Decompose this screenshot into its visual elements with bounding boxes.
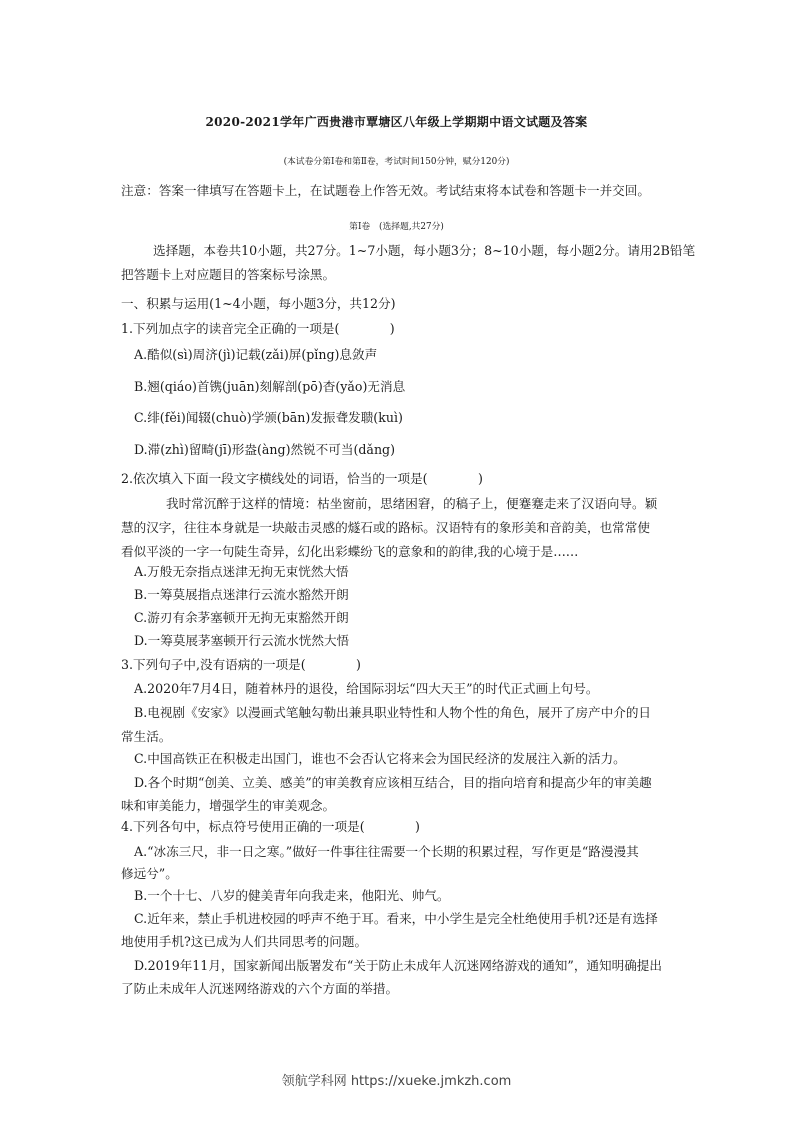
notice: 注意：答案一律填写在答题卡上，在试题卷上作答无效。考试结束将本试卷和答题卡一并交回。 <box>121 183 650 198</box>
q4-option-a-cont: 修远兮”。 <box>121 866 178 881</box>
q1-stem: 1.下列加点字的读音完全正确的一项是( ) <box>121 321 395 336</box>
q1-option-c: C.绯(fěi)闻辍(chuò)学颁(bān)发振聋发聩(kuì) <box>134 410 403 425</box>
q3-option-d: D.各个时期“创美、立美、感美”的审美教育应该相互结合，目的指向培育和提高少年的审美趣 <box>134 775 652 790</box>
q4-option-b: B.一个十七、八岁的健美青年向我走来，他阳光、帅气。 <box>134 888 450 903</box>
part1-heading: 第Ⅰ卷 (选择题,共27分) <box>349 222 444 232</box>
section1-heading: 一、积累与运用(1~4小题，每小题3分，共12分) <box>121 296 396 311</box>
q3-option-a: A.2020年7月4日，随着林丹的退役，给国际羽坛“四大天王”的时代正式画上句号。 <box>134 681 599 696</box>
q3-option-d-cont: 味和审美能力，增强学生的审美观念。 <box>121 798 336 813</box>
page-title: 2020-2021学年广西贵港市覃塘区八年级上学期期中语文试题及答案 <box>205 115 588 129</box>
q4-stem: 4.下列各句中，标点符号使用正确的一项是( ) <box>121 819 420 834</box>
q2-option-a: A.万般无奈指点迷津无拘无束恍然大悟 <box>134 564 349 579</box>
q2-option-b: B.一筹莫展指点迷津行云流水豁然开朗 <box>134 587 349 602</box>
q1-option-d: D.滞(zhì)留畸(jī)形盎(àng)然锐不可当(dǎng) <box>134 442 396 457</box>
part1-intro-line: 选择题，本卷共10小题，共27分。1~7小题，每小题3分；8~10小题，每小题2分。请用2B铅笔 <box>153 243 696 258</box>
footer-watermark: 领航学科网 https://xueke.jmkzh.com <box>281 1074 512 1089</box>
q2-passage-line: 慧的汉字，往往本身就是一块敲击灵感的燧石或的路标。汉语特有的象形美和音韵美，也常常使 <box>121 520 650 535</box>
q1-option-b: B.翘(qiáo)首镌(juān)刻解剖(pō)杳(yǎo)无消息 <box>134 379 406 394</box>
q3-stem: 3.下列句子中,没有语病的一项是( ) <box>121 657 361 672</box>
q3-option-c: C.中国高铁正在积极走出国门，谁也不会否认它将来会为国民经济的发展注入新的活力。 <box>134 751 626 766</box>
q2-passage-line: 我时常沉醉于这样的情境：枯坐窗前，思绪困窘，的稿子上，便蹇蹇走来了汉语向导。颖 <box>166 496 658 511</box>
q4-option-d-cont: 了防止未成年人沉迷网络游戏的六个方面的举措。 <box>121 981 399 996</box>
q1-option-a: A.酷似(sì)周济(jì)记载(zǎi)屏(pǐng)息敛声 <box>134 347 378 362</box>
q3-option-b-cont: 常生活。 <box>121 729 172 744</box>
q2-stem: 2.依次填入下面一段文字横线处的词语，恰当的一项是( ) <box>121 471 483 486</box>
q4-option-a: A.“冰冻三尺，非一日之寒。”做好一件事往往需要一个长期的积累过程，写作更是“路漫漫其 <box>134 844 639 859</box>
part1-intro-line: 把答题卡上对应题目的答案标号涂黑。 <box>121 267 336 282</box>
q2-passage-line: 看似平淡的一字一句陡生奇异，幻化出彩蝶纷飞的意象和的韵律,我的心境于是…… <box>121 544 579 559</box>
q4-option-c-cont: 地使用手机?这已成为人们共同思考的问题。 <box>121 934 368 949</box>
q2-option-c: C.游刃有余茅塞顿开无拘无束豁然开朗 <box>134 610 349 625</box>
q4-option-c: C.近年来，禁止手机进校园的呼声不绝于耳。看来，中小学生是完全杜绝使用手机?还是有选择 <box>134 911 658 926</box>
q4-option-d: D.2019年11月，国家新闻出版署发布“关于防止未成年人沉迷网络游戏的通知”，通知明确提出 <box>134 958 662 973</box>
subtitle: (本试卷分第Ⅰ卷和第Ⅱ卷，考试时间150分钟，赋分120分) <box>283 157 510 167</box>
q2-option-d: D.一筹莫展茅塞顿开行云流水恍然大悟 <box>134 633 350 648</box>
q3-option-b: B.电视剧《安家》以漫画式笔触勾勒出兼具职业特性和人物个性的角色，展开了房产中介的日 <box>134 705 652 720</box>
